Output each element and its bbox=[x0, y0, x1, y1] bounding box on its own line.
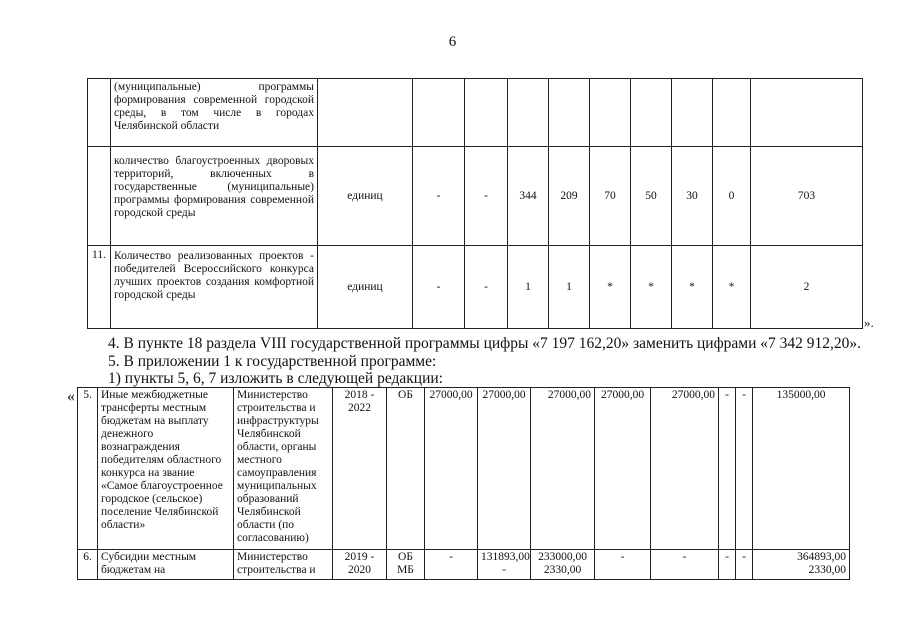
total-cell: 135000,00 bbox=[753, 388, 850, 550]
period-cell: 2018 - 2022 bbox=[333, 388, 387, 550]
value-cell: - bbox=[425, 550, 478, 580]
value-cell: 344 bbox=[508, 147, 549, 246]
paragraph-5: 5. В приложении 1 к государственной программе: bbox=[108, 353, 437, 370]
row-number: 5. bbox=[78, 388, 98, 550]
value-cell: - bbox=[413, 246, 465, 329]
value-cell: 27000,00 bbox=[531, 388, 595, 550]
value-line: 131893,00 bbox=[481, 551, 530, 563]
executor-cell: Министерство строительства и инфраструктуры Челябинской области, органы местного самоуправления муниципальных образований Челябинской области (по согласованию) bbox=[234, 388, 333, 550]
value-cell: - bbox=[651, 550, 719, 580]
value-cell: 30 bbox=[672, 147, 713, 246]
value-cell: 50 bbox=[631, 147, 672, 246]
table-row bbox=[88, 79, 863, 147]
table-row bbox=[88, 246, 863, 329]
measure-name: Субсидии местным бюджетам на bbox=[98, 550, 234, 580]
table-row bbox=[78, 388, 850, 550]
source-line: ОБ bbox=[398, 551, 413, 563]
value-cell: - bbox=[719, 388, 736, 550]
value-cell: - bbox=[465, 246, 508, 329]
value-cell: 209 bbox=[549, 147, 590, 246]
paragraph-5-1: 1) пункты 5, 6, 7 изложить в следующей редакции: bbox=[108, 370, 443, 387]
value-cell: - bbox=[719, 550, 736, 580]
value-cell: 1 bbox=[549, 246, 590, 329]
value-line: - bbox=[502, 564, 506, 576]
value-cell: - bbox=[595, 550, 651, 580]
value-cell: 27000,00 bbox=[595, 388, 651, 550]
value-cell: 27000,00 bbox=[425, 388, 478, 550]
value-line: 233000,00 bbox=[538, 551, 587, 563]
value-cell: - bbox=[413, 147, 465, 246]
unit-cell: единиц bbox=[318, 246, 413, 329]
value-cell: * bbox=[590, 246, 631, 329]
value-cell: 27000,00 bbox=[651, 388, 719, 550]
value-cell: * bbox=[713, 246, 751, 329]
closing-quote: ». bbox=[864, 315, 874, 330]
value-cell: 27000,00 bbox=[478, 388, 531, 550]
value-cell: - bbox=[736, 388, 753, 550]
row-number: 11. bbox=[88, 246, 111, 329]
paragraph-4: 4. В пункте 18 раздела VIII государственной программы цифры «7 197 162,20» заменить цифрами «7 342 912,20». bbox=[108, 335, 862, 352]
value-line: 2330,00 bbox=[808, 564, 846, 576]
indicators-table bbox=[87, 78, 863, 329]
value-cell: - bbox=[465, 147, 508, 246]
value-cell bbox=[531, 550, 595, 580]
value-cell: * bbox=[672, 246, 713, 329]
total-cell: 703 bbox=[751, 147, 863, 246]
value-line: 2330,00 bbox=[543, 564, 582, 576]
opening-quote: « bbox=[67, 388, 75, 405]
measure-name: Иные межбюджетные трансферты местным бюджетам на выплату денежного вознаграждения победителям областного конкурса на звание «Самое благоустроенное городское (сельское) поселение Челябинской области» bbox=[98, 388, 234, 550]
source-cell bbox=[387, 550, 425, 580]
table-row bbox=[88, 147, 863, 246]
executor-cell: Министерство строительства и bbox=[234, 550, 333, 580]
total-cell: 2 bbox=[751, 246, 863, 329]
indicator-name: количество благоустроенных дворовых территорий, включенных в государственные (муниципальные) программы формирования современной городской среды bbox=[111, 147, 318, 246]
unit-cell: единиц bbox=[318, 147, 413, 246]
source-line: МБ bbox=[397, 564, 414, 576]
value-cell bbox=[478, 550, 531, 580]
page-number: 6 bbox=[448, 34, 457, 50]
value-line: 364893,00 bbox=[797, 551, 846, 563]
value-cell: 70 bbox=[590, 147, 631, 246]
row-number-cell bbox=[88, 79, 111, 147]
period-cell: 2019 - 2020 bbox=[333, 550, 387, 580]
value-cell: 0 bbox=[713, 147, 751, 246]
total-cell bbox=[753, 550, 850, 580]
indicator-name: Количество реализованных проектов - победителей Всероссийского конкурса лучших проектов создания комфортной городской среды bbox=[111, 246, 318, 329]
measures-table bbox=[77, 387, 850, 580]
source-cell: ОБ bbox=[387, 388, 425, 550]
value-cell: 1 bbox=[508, 246, 549, 329]
value-cell: - bbox=[736, 550, 753, 580]
indicator-name: (муниципальные) программы формирования современной городской среды, в том числе в городах Челябинской области bbox=[111, 79, 318, 147]
value-cell: * bbox=[631, 246, 672, 329]
table-row bbox=[78, 550, 850, 580]
row-number: 6. bbox=[78, 550, 98, 580]
